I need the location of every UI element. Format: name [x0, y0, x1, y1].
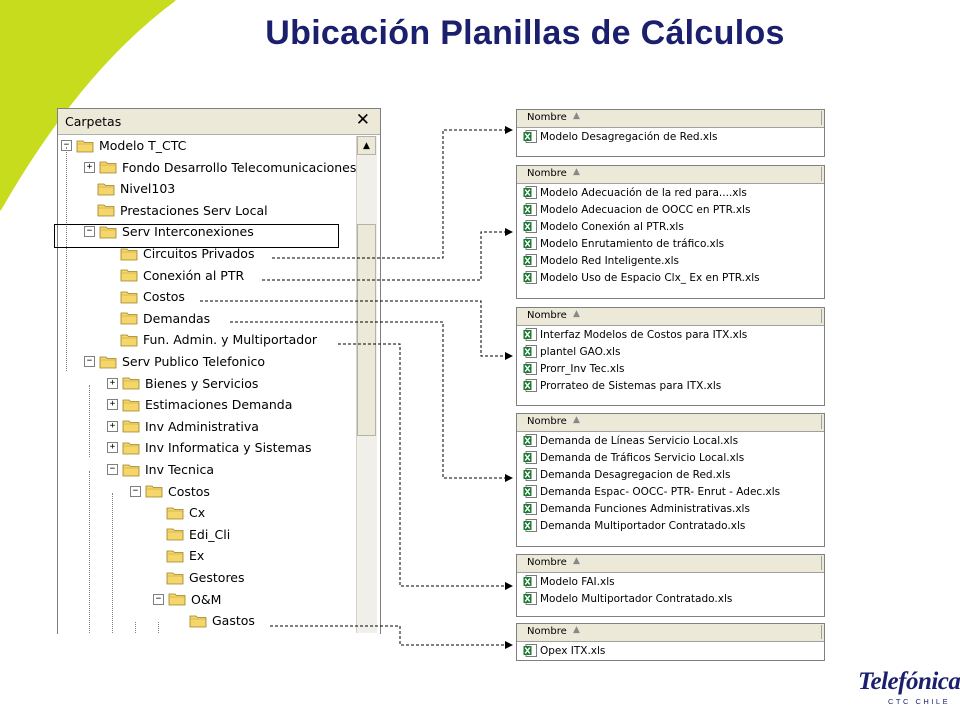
sort-ascending-icon: ▲ [573, 625, 580, 635]
column-header-label: Nombre [527, 310, 567, 321]
file-name: Demanda Multiportador Contratado.xls [540, 519, 746, 532]
tree-item-label: Cx [189, 505, 206, 521]
column-header-label: Nombre [527, 168, 567, 179]
column-header-label: Nombre [527, 416, 567, 427]
tree-item-label: Fun. Admin. y Multiportador [143, 332, 318, 348]
sort-ascending-icon: ▲ [573, 111, 580, 121]
file-name: Prorrateo de Sistemas para ITX.xls [540, 379, 722, 392]
file-name: Demanda Espac- OOCC- PTR- Enrut - Adec.xls [540, 485, 781, 498]
expand-icon[interactable]: + [107, 442, 118, 453]
column-header-label: Nombre [527, 557, 567, 568]
collapse-icon[interactable]: − [130, 486, 141, 497]
tree-item-label: Fondo Desarrollo Telecomunicaciones [122, 159, 357, 175]
tree-item-label: Inv Informatica y Sistemas [145, 440, 312, 456]
file-name: plantel GAO.xls [540, 345, 621, 358]
collapse-icon[interactable]: − [61, 140, 72, 151]
file-name: Interfaz Modelos de Costos para ITX.xls [540, 328, 748, 341]
sort-ascending-icon: ▲ [573, 556, 580, 566]
file-name: Opex ITX.xls [540, 644, 606, 657]
collapse-icon[interactable]: − [84, 226, 95, 237]
connector-conexion [262, 232, 512, 280]
file-name: Modelo Adecuacion de OOCC en PTR.xls [540, 203, 751, 216]
file-name: Modelo Adecuación de la red para....xls [540, 186, 747, 199]
folders-panel-title: Carpetas [65, 114, 122, 129]
connector-fun-admin [338, 344, 512, 586]
file-name: Demanda de Líneas Servicio Local.xls [540, 434, 739, 447]
expand-icon[interactable]: + [107, 399, 118, 410]
sort-ascending-icon: ▲ [573, 415, 580, 425]
sort-ascending-icon: ▲ [573, 309, 580, 319]
tree-item-label: Ex [189, 548, 205, 564]
telefonica-logo-subtitle: CTC CHILE [888, 697, 951, 706]
file-name: Modelo Conexión al PTR.xls [540, 220, 684, 233]
file-name: Modelo Multiportador Contratado.xls [540, 592, 733, 605]
file-name: Prorr_Inv Tec.xls [540, 362, 625, 375]
tree-item-label: Estimaciones Demanda [145, 397, 293, 413]
file-name: Demanda Funciones Administrativas.xls [540, 502, 750, 515]
file-name: Modelo Uso de Espacio Clx_ Ex en PTR.xls [540, 271, 760, 284]
sort-ascending-icon: ▲ [573, 167, 580, 177]
close-icon[interactable]: ✕ [355, 110, 370, 130]
scroll-up-button[interactable]: ▲ [357, 136, 376, 155]
tree-item-label: Gastos [212, 613, 255, 629]
file-name: Modelo Enrutamiento de tráfico.xls [540, 237, 725, 250]
tree-item-label: Serv Interconexiones [122, 224, 254, 240]
tree-item-label: Conexión al PTR [143, 267, 245, 283]
file-name: Modelo FAI.xls [540, 575, 615, 588]
tree-item-label: Serv Publico Telefonico [122, 354, 266, 369]
tree-item-label: O&M [191, 591, 222, 607]
tree-item-label: Costos [143, 289, 185, 305]
expand-icon[interactable]: + [107, 421, 118, 432]
tree-item-label: Inv Tecnica [145, 462, 214, 477]
connector-demandas [230, 322, 512, 478]
file-name: Demanda Desagregacion de Red.xls [540, 468, 731, 481]
connector-gastos [270, 626, 512, 645]
tree-item-label: Modelo T_CTC [99, 138, 187, 153]
tree-item-label: Gestores [189, 570, 245, 585]
tree-item-label: Circuitos Privados [143, 246, 255, 261]
connector-circuitos [272, 130, 512, 258]
tree-item-label: Inv Administrativa [145, 418, 259, 434]
column-header-label: Nombre [527, 112, 567, 123]
column-header-label: Nombre [527, 626, 567, 637]
tree-item-label: Edi_Cli [189, 526, 231, 542]
telefonica-logo: Telefónica [858, 668, 960, 695]
connector-costos [200, 301, 512, 356]
file-name: Modelo Desagregación de Red.xls [540, 130, 718, 143]
file-name: Demanda de Tráficos Servicio Local.xls [540, 451, 745, 464]
tree-item-label: Costos [168, 483, 210, 499]
collapse-icon[interactable]: − [84, 356, 95, 367]
file-name: Modelo Red Inteligente.xls [540, 254, 680, 267]
page-title: Ubicación Planillas de Cálculos [265, 14, 785, 52]
tree-item-label: Prestaciones Serv Local [120, 202, 268, 218]
tree-item-label: Bienes y Servicios [145, 375, 259, 391]
tree-item-label: Demandas [143, 310, 211, 326]
expand-icon[interactable]: + [84, 162, 95, 173]
collapse-icon[interactable]: − [153, 594, 164, 605]
tree-item-label: Nivel103 [120, 181, 176, 197]
collapse-icon[interactable]: − [107, 464, 118, 475]
expand-icon[interactable]: + [107, 378, 118, 389]
